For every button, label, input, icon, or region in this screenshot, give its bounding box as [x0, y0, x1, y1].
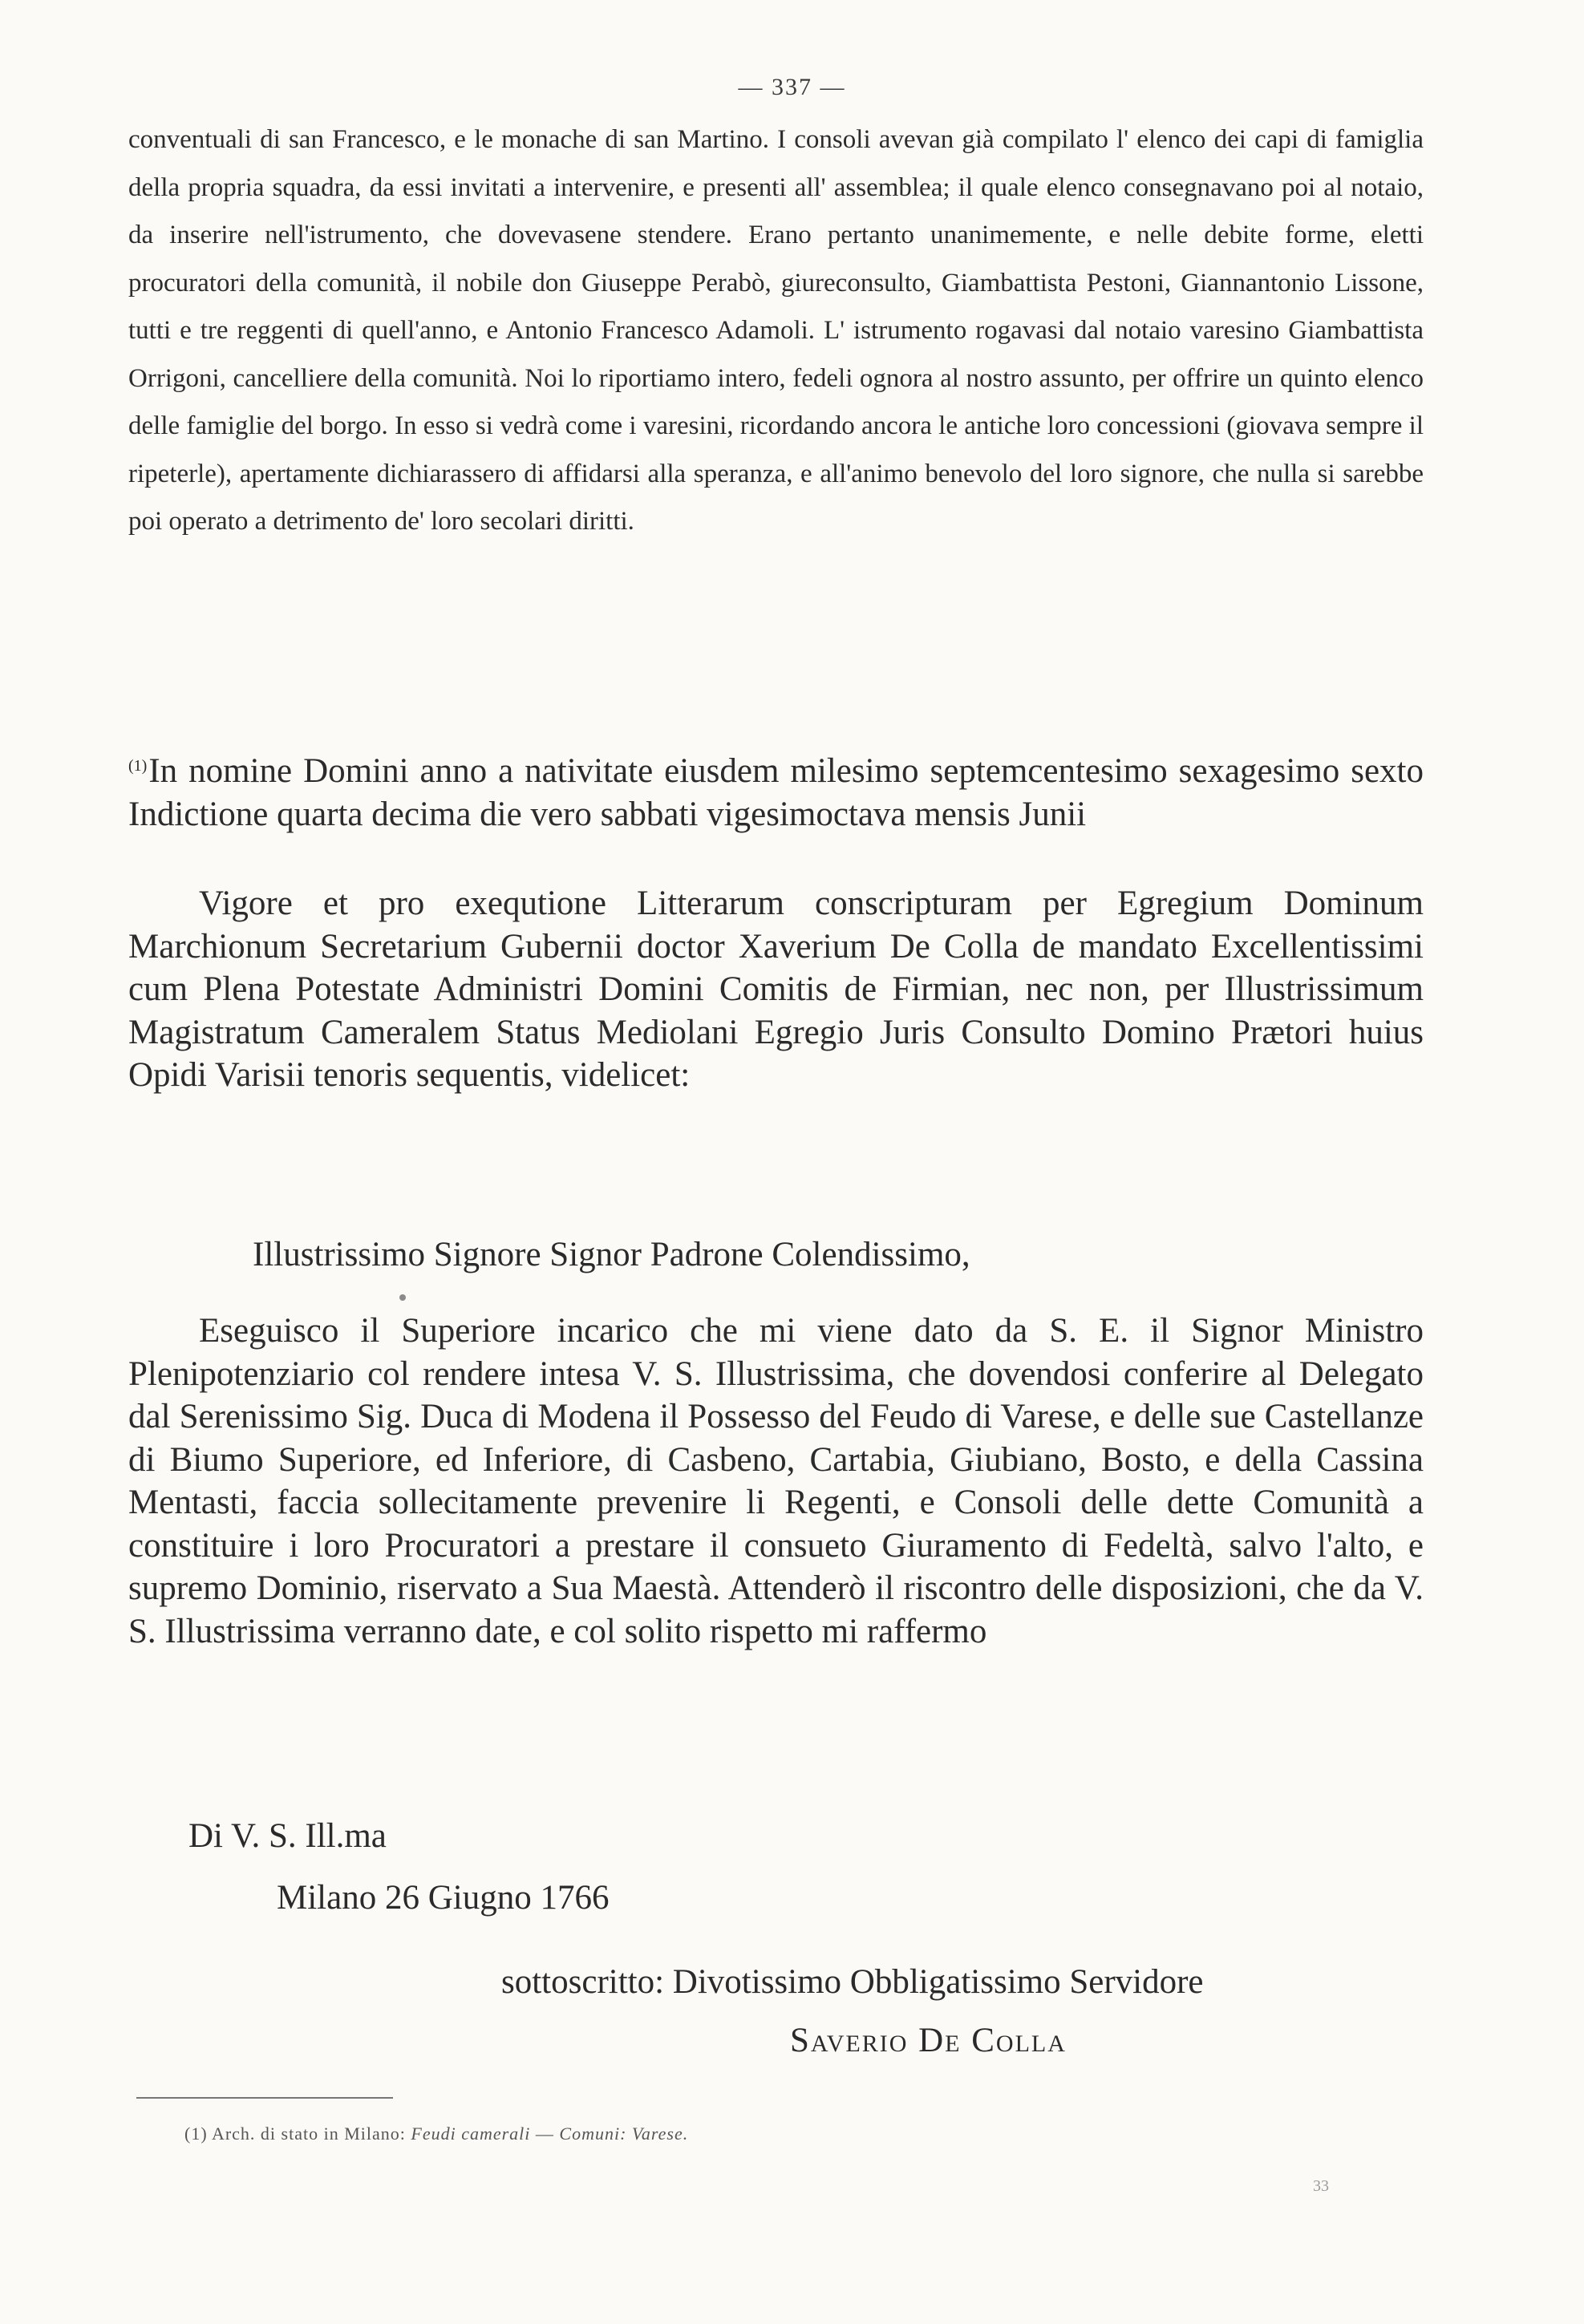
document-opening-block	[128, 750, 1424, 836]
footnote-ref-2: Comuni: Varese.	[559, 2124, 689, 2144]
document-opening-text: In nomine Domini anno a nativitate eiusdem milesimo septemcentesimo sexagesimo sexto Indictione quarta decima die vero sabbati vigesimoctava mensis Junii	[128, 752, 1424, 833]
vigore-paragraph-block	[128, 882, 1424, 1097]
footnote-marker: (1)	[184, 2124, 208, 2144]
footnote-dash: —	[535, 2124, 554, 2144]
letter-body: Eseguisco il Superiore incarico che mi viene dato da S. E. il Signor Ministro Plenipotenziario col rendere intesa V. S. Illustrissima, che dovendosi conferire al Delegato dal Serenissimo Sig. Duca di Modena il Possesso del Feudo di Varese, e delle sue Castellanze di Biumo Superiore, ed Inferiore, di Casbeno, Cartabia, Giubiano, Bosto, e della Cassina Mentasti, faccia sollecitamente prevenire li Regenti, e Consoli delle dette Comunità a constituire i loro Procuratori a prestare il consueto Giuramento di Fedeltà, salvo l'alto, e supremo Dominio, riservato a Sua Maestà. Attenderò il riscontro delle disposizioni, che da V. S. Illustrissima verranno date, e col solito rispetto mi raffermo	[128, 1312, 1424, 1650]
vigore-paragraph: Vigore et pro exequtione Litterarum conscripturam per Egregium Dominum Marchionum Secretarium Gubernii doctor Xaverium De Colla de mandato Excellentissimi cum Plena Potestate Administri Domini Comitis de Firmian, nec non, per Illustrissimum Magistratum Cameralem Status Mediolani Egregio Juris Consulto Domino Prætori huius Opidi Varisii tenoris sequentis, videlicet:	[128, 885, 1424, 1094]
footnote-ref-1: Feudi camerali	[411, 2124, 531, 2144]
footnote-reference-marker: (1)	[128, 757, 148, 775]
signed-line: sottoscritto: Divotissimo Obbligatissimo Servidore	[501, 1963, 1204, 2001]
intro-paragraph: conventuali di san Francesco, e le monache di san Martino. I consoli avevan già compilato l' elenco dei capi di famiglia della propria squadra, da essi invitati a intervenire, e presenti all' assemblea; il quale elenco consegnavano poi al notaio, da inserire nell'istrumento, che dovevasene stendere. Erano pertanto unanimemente, e nelle debite forme, eletti procuratori della comunità, il nobile don Giuseppe Perabò, giureconsulto, Giambattista Pestoni, Giannantonio Lissone, tutti e tre reggenti di quell'anno, e Antonio Francesco Adamoli. L' istrumento rogavasi dal notaio varesino Giambattista Orrigoni, cancelliere della comunità. Noi lo riportiamo intero, fedeli ognora al nostro assunto, per offrire un quinto elenco delle famiglie del borgo. In esso si vedrà come i varesini, ricordando ancora le antiche loro concessioni (giovava sempre il ripeterle), apertamente dichiarassero di affidarsi alla speranza, e all'animo benevolo del loro signore, che nulla si sarebbe poi operato a detrimento de' loro secolari diritti.	[128, 125, 1424, 536]
letter-salutation: Illustrissimo Signore Signor Padrone Colendissimo,	[253, 1236, 970, 1273]
signer-name: Saverio De Colla	[790, 2022, 1067, 2059]
footnote	[184, 2124, 688, 2144]
footnote-text: Arch. di stato in Milano:	[211, 2124, 406, 2144]
signature-mark: 33	[1313, 2177, 1329, 2195]
page-number: — 337 —	[738, 74, 846, 100]
letter-closing: Di V. S. Ill.ma	[188, 1817, 387, 1855]
letter-body-block	[128, 1310, 1424, 1653]
intro-paragraph-block	[128, 116, 1424, 546]
document-opening	[128, 750, 1424, 836]
ink-dot	[399, 1294, 406, 1301]
footnote-rule	[136, 2097, 393, 2099]
letter-date-place: Milano 26 Giugno 1766	[277, 1879, 610, 1917]
